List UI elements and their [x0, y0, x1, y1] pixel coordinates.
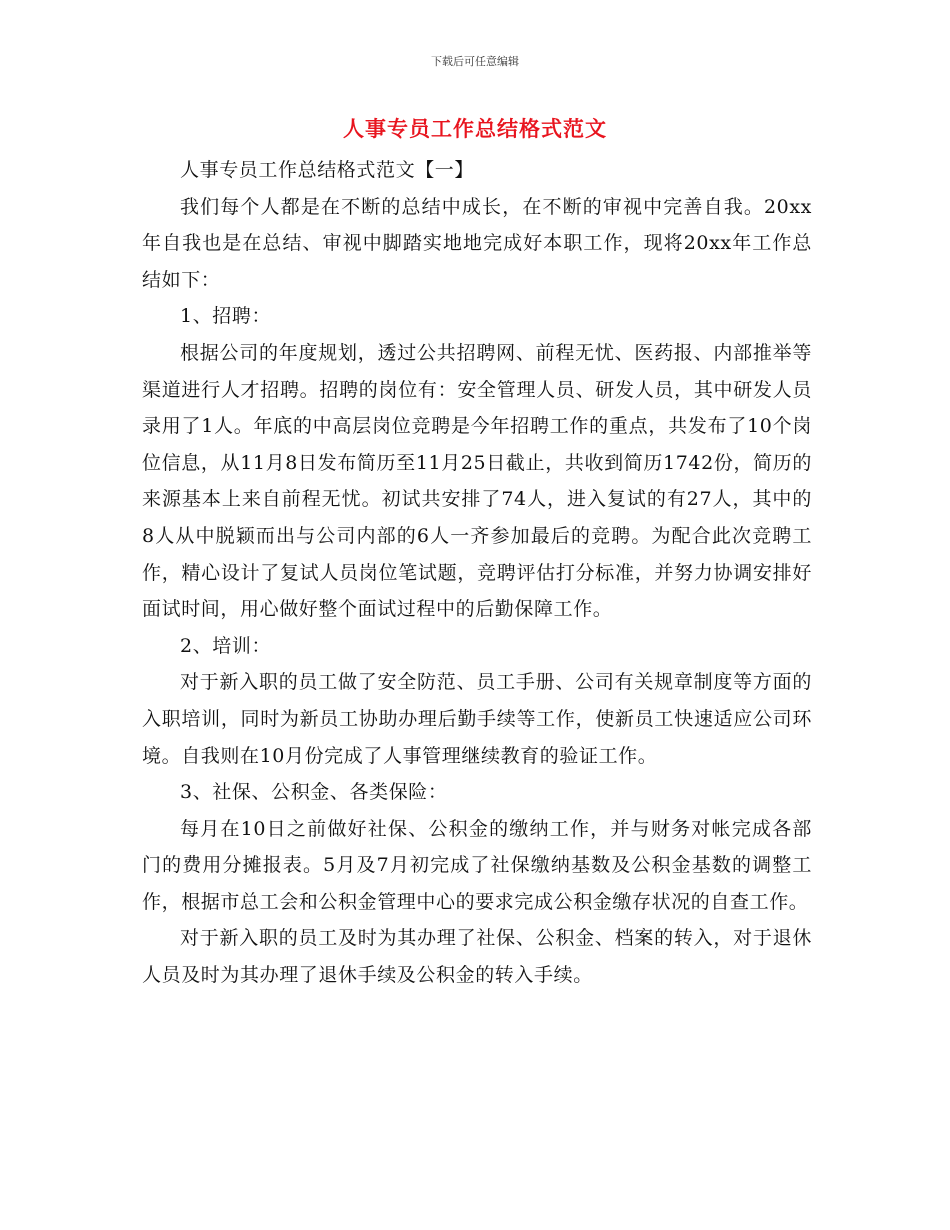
recruitment-paragraph: 根据公司的年度规划，透过公共招聘网、前程无忧、医药报、内部推举等渠道进行人才招聘。招聘的岗位有：安全管理人员、研发人员，其中研发人员录用了1人。年底的中高层岗位竞聘是今年招聘工作的重点，共发布了10个岗位信息，从11月8日发布简历至11月25日截止，共收到简历1742份，简历的来源基本上来自前程无忧。初试共安排了74人，进入复试的有27人，其中的8人从中脱颖而出与公司内部的6人一齐参加最后的竞聘。为配合此次竞聘工作，精心设计了复试人员岗位笔试题，竞聘评估打分标准，并努力协调安排好面试时间，用心做好整个面试过程中的后勤保障工作。	[142, 341, 812, 621]
document-title: 人事专员工作总结格式范文	[343, 117, 607, 141]
recruitment-heading: 1、招聘：	[180, 305, 272, 328]
social-insurance-paragraph: 每月在10日之前做好社保、公积金的缴纳工作，并与财务对帐完成各部门的费用分摊报表。5月及7月初完成了社保缴纳基数及公积金基数的调整工作，根据市总工会和公积金管理中心的要求完成公积金缴存状况的自查工作。	[142, 817, 812, 913]
page-header-note: 下载后可任意编辑	[431, 55, 519, 68]
document-body	[142, 152, 812, 994]
section-heading-1: 人事专员工作总结格式范文【一】	[180, 159, 475, 181]
new-hire-retiree-paragraph: 对于新入职的员工及时为其办理了社保、公积金、档案的转入，对于退休人员及时为其办理了退休手续及公积金的转入手续。	[142, 927, 812, 987]
training-heading: 2、培训：	[180, 634, 272, 657]
training-paragraph: 对于新入职的员工做了安全防范、员工手册、公司有关规章制度等方面的入职培训，同时为新员工协助办理后勤手续等工作，使新员工快速适应公司环境。自我则在10月份完成了人事管理继续教育的验证工作。	[142, 671, 812, 767]
social-insurance-heading: 3、社保、公积金、各类保险：	[180, 781, 448, 804]
intro-paragraph: 我们每个人都是在不断的总结中成长，在不断的审视中完善自我。20xx年自我也是在总结、审视中脚踏实地地完成好本职工作，现将20xx年工作总结如下：	[142, 195, 812, 291]
